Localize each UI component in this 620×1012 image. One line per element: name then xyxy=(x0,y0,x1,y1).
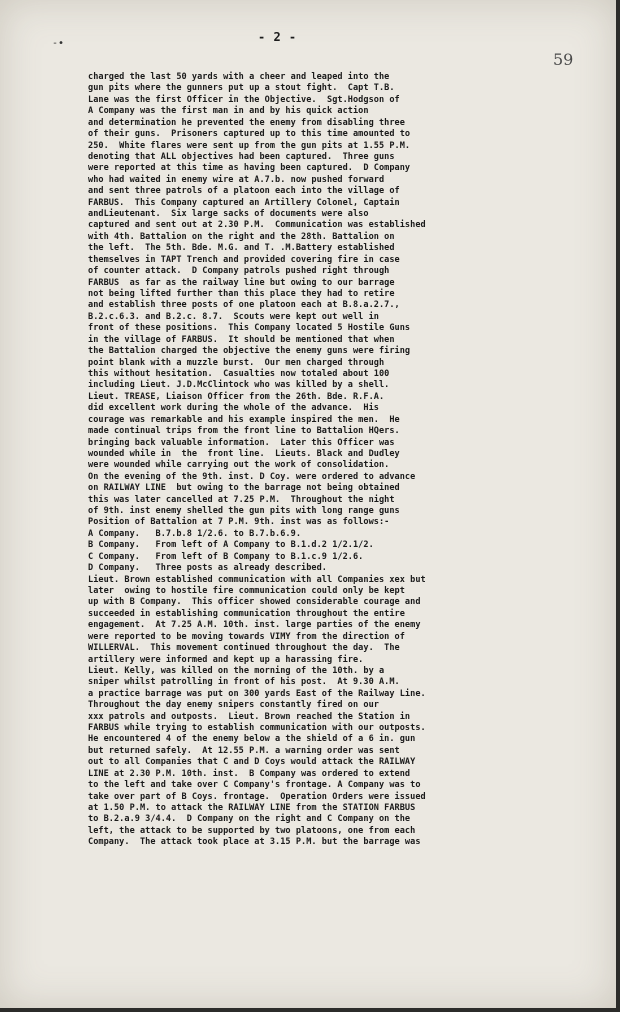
text-line: engagement. At 7.25 A.M. 10th. inst. large parties of the enemy xyxy=(88,620,421,631)
margin-mark: -• xyxy=(52,38,65,49)
text-line: A Company was the first man in and by his quick action xyxy=(88,106,369,117)
text-line: themselves in TAPT Trench and provided covering fire in case xyxy=(88,254,400,265)
text-line: and establish three posts of one platoon each at B.8.a.2.7., xyxy=(88,300,400,311)
text-line: LINE at 2.30 P.M. 10th. inst. B Company was ordered to extend xyxy=(88,768,411,779)
text-line: a practice barrage was put on 300 yards East of the Railway Line. xyxy=(88,688,426,699)
text-line: charged the last 50 yards with a cheer and leaped into the xyxy=(88,72,390,82)
text-line: Company. The attack took place at 3.15 P.M. but the barrage was xyxy=(88,837,421,848)
text-line: including Lieut. J.D.McClintock who was killed by a shell. xyxy=(88,380,390,391)
text-line: artillery were informed and kept up a harassing fire. xyxy=(88,654,364,665)
text-line: C Company. From left of B Company to B.1.c.9 1/2.6. xyxy=(88,551,364,562)
text-line: B Company. From left of A Company to B.1.d.2 1/2.1/2. xyxy=(88,540,374,551)
text-line: this without hesitation. Casualties now totaled about 100 xyxy=(88,368,390,379)
text-line: and sent three patrols of a platoon each into the village of xyxy=(88,186,400,197)
text-line: Lieut. Brown established communication with all Companies xex but xyxy=(88,574,426,585)
text-line: FARBUS. This Company captured an Artillery Colonel, Captain xyxy=(88,197,400,208)
text-line: Throughout the day enemy snipers constantly fired on our xyxy=(88,700,379,711)
text-line: FARBUS while trying to establish communication with our outposts. xyxy=(88,723,426,734)
text-line: on RAILWAY LINE but owing to the barrage not being obtained xyxy=(88,483,400,494)
text-line: later owing to hostile fire communication could only be kept xyxy=(88,585,405,596)
text-line: but returned safely. At 12.55 P.M. a warning order was sent xyxy=(88,745,400,756)
text-line: Lieut. TREASE, Liaison Officer from the 26th. Bde. R.F.A. xyxy=(88,391,385,402)
page-edge-right xyxy=(616,0,620,1012)
text-line: captured and sent out at 2.30 P.M. Communication was established xyxy=(88,220,426,231)
text-line: denoting that ALL objectives had been captured. Three guns xyxy=(88,151,395,162)
text-line: FARBUS as far as the railway line but owing to our barrage xyxy=(88,277,395,288)
text-line: were reported to be moving towards VIMY from the direction of xyxy=(88,631,405,642)
text-line: of 9th. inst enemy shelled the gun pits with long range guns xyxy=(88,506,400,517)
page-number: - 2 - xyxy=(258,30,297,44)
typed-report-body xyxy=(88,72,608,849)
text-line: 250. White flares were sent up from the gun pits at 1.55 P.M. xyxy=(88,140,411,151)
text-line: with 4th. Battalion on the right and the 28th. Battalion on xyxy=(88,231,395,242)
text-line: who had waited in enemy wire at A.7.b. now pushed forward xyxy=(88,174,385,185)
page-edge-bottom xyxy=(0,1008,620,1012)
text-line: point blank with a muzzle burst. Our men charged through xyxy=(88,357,385,368)
text-line: this was later cancelled at 7.25 P.M. Throughout the night xyxy=(88,494,395,505)
text-line: succeeded in establishing communication throughout the entire xyxy=(88,608,405,619)
text-line: up with B Company. This officer showed considerable courage and xyxy=(88,597,421,608)
text-line: WILLERVAL. This movement continued throughout the day. The xyxy=(88,643,400,654)
text-line: made continual trips from the front line to Battalion HQers. xyxy=(88,426,400,437)
folio-number: 59 xyxy=(553,50,574,69)
text-line: gun pits where the gunners put up a stout fight. Capt T.B. xyxy=(88,83,395,94)
text-line: Lieut. Kelly, was killed on the morning of the 10th. by a xyxy=(88,665,385,676)
text-line: sniper whilst patrolling in front of his post. At 9.30 A.M. xyxy=(88,677,400,688)
text-line: of counter attack. D Company patrols pushed right through xyxy=(88,266,390,277)
text-line: to the left and take over C Company's frontage. A Company was to xyxy=(88,780,421,791)
text-line: courage was remarkable and his example inspired the men. He xyxy=(88,414,400,425)
text-line: did excellent work during the whole of the advance. His xyxy=(88,403,379,414)
text-line: He encountered 4 of the enemy below a the shield of a 6 in. gun xyxy=(88,734,416,745)
text-line: were reported at this time as having been captured. D Company xyxy=(88,163,411,174)
text-line: at 1.50 P.M. to attack the RAILWAY LINE from the STATION FARBUS xyxy=(88,803,416,813)
text-line: out to all Companies that C and D Coys would attack the RAILWAY xyxy=(88,757,416,768)
text-line: left, the attack to be supported by two platoons, one from each xyxy=(88,825,416,836)
text-line: to B.2.a.9 3/4.4. D Company on the right and C Company on the xyxy=(88,814,411,825)
text-line: andLieutenant. Six large sacks of documents were also xyxy=(88,209,369,220)
text-line: not being lifted further than this place they had to retire xyxy=(88,289,395,300)
text-line: wounded while in the front line. Lieuts. Black and Dudley xyxy=(88,448,400,459)
text-line: xxx patrols and outposts. Lieut. Brown reached the Station in xyxy=(88,711,411,722)
text-line: A Company. B.7.b.8 1/2.6. to B.7.b.6.9. xyxy=(88,528,302,539)
text-line: and determination he prevented the enemy from disabling three xyxy=(88,117,405,128)
text-line: On the evening of the 9th. inst. D Coy. were ordered to advance xyxy=(88,471,416,482)
text-line: Lane was the first Officer in the Objective. Sgt.Hodgson of xyxy=(88,94,400,105)
text-line: front of these positions. This Company located 5 Hostile Guns xyxy=(88,323,411,334)
text-line: the Battalion charged the objective the enemy guns were firing xyxy=(88,346,411,357)
text-line: of their guns. Prisoners captured up to this time amounted to xyxy=(88,129,411,140)
text-line: take over part of B Coys. frontage. Operation Orders were issued xyxy=(88,791,426,802)
text-line: bringing back valuable information. Later this Officer was xyxy=(88,437,395,448)
text-line: were wounded while carrying out the work of consolidation. xyxy=(88,460,390,471)
text-line: in the village of FARBUS. It should be mentioned that when xyxy=(88,334,395,345)
text-line: Position of Battalion at 7 P.M. 9th. inst was as follows:- xyxy=(88,517,390,528)
text-line: D Company. Three posts as already described. xyxy=(88,563,327,574)
text-line: B.2.c.6.3. and B.2.c. 8.7. Scouts were kept out well in xyxy=(88,311,379,322)
text-line: the left. The 5th. Bde. M.G. and T. .M.Battery established xyxy=(88,243,395,254)
